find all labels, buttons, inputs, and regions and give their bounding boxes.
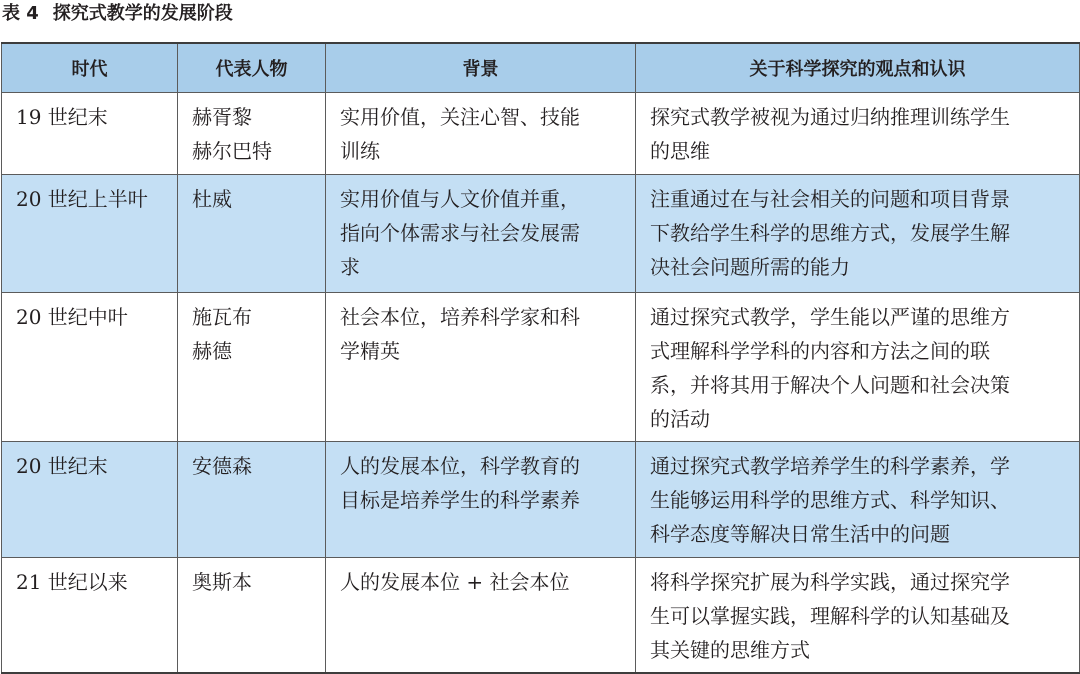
cell-representative bbox=[178, 442, 326, 558]
cell-background bbox=[326, 558, 636, 674]
cell-views bbox=[636, 175, 1080, 293]
table-row bbox=[2, 558, 1080, 674]
table-header-row bbox=[2, 43, 1080, 93]
text-line: 将科学探究扩展为科学实践，通过探究学 bbox=[650, 570, 1010, 594]
text-line: 其关键的思维方式 bbox=[650, 638, 810, 662]
cell-background bbox=[326, 93, 636, 175]
text-line: 人的发展本位，科学教育的 bbox=[340, 454, 580, 478]
text-line: 生能够运用科学的思维方式、科学知识、 bbox=[650, 488, 1010, 512]
text-line: 生可以掌握实践，理解科学的认知基础及 bbox=[650, 604, 1010, 628]
text-line: 的思维 bbox=[650, 139, 710, 163]
header-background: 背景 bbox=[326, 43, 636, 93]
text-line: 系，并将其用于解决个人问题和社会决策 bbox=[650, 373, 1010, 397]
text-line: 的活动 bbox=[650, 407, 710, 431]
cell-era: 20 世纪中叶 bbox=[2, 293, 178, 442]
person-name: 赫德 bbox=[192, 339, 232, 363]
cell-era: 20 世纪末 bbox=[2, 442, 178, 558]
cell-representative bbox=[178, 175, 326, 293]
cell-views bbox=[636, 558, 1080, 674]
text-line: 社会本位，培养科学家和科 bbox=[340, 305, 580, 329]
table-row bbox=[2, 175, 1080, 293]
text-line: 指向个体需求与社会发展需 bbox=[340, 221, 580, 245]
cell-views bbox=[636, 442, 1080, 558]
text-line: 通过探究式教学，学生能以严谨的思维方 bbox=[650, 305, 1010, 329]
table-title: 探究式教学的发展阶段 bbox=[52, 3, 233, 24]
text-line: 目标是培养学生的科学素养 bbox=[340, 488, 580, 512]
person-name: 安德森 bbox=[192, 454, 252, 478]
text-line: 实用价值与人文价值并重， bbox=[340, 187, 580, 211]
person-name: 杜威 bbox=[192, 187, 232, 211]
cell-views bbox=[636, 93, 1080, 175]
text-line: 下教给学生科学的思维方式，发展学生解 bbox=[650, 221, 1010, 245]
cell-views bbox=[636, 293, 1080, 442]
cell-background bbox=[326, 442, 636, 558]
cell-representative bbox=[178, 93, 326, 175]
cell-era: 21 世纪以来 bbox=[2, 558, 178, 674]
cell-background bbox=[326, 175, 636, 293]
cell-era: 20 世纪上半叶 bbox=[2, 175, 178, 293]
table-caption bbox=[2, 0, 233, 30]
inquiry-teaching-stages-table bbox=[1, 42, 1080, 674]
text-line: 实用价值，关注心智、技能 bbox=[340, 105, 580, 129]
person-name: 赫尔巴特 bbox=[192, 139, 272, 163]
header-era: 时代 bbox=[2, 43, 178, 93]
cell-representative bbox=[178, 293, 326, 442]
cell-background bbox=[326, 293, 636, 442]
table-number: 表 4 bbox=[2, 3, 39, 24]
text-line: 决社会问题所需的能力 bbox=[650, 255, 850, 279]
cell-era: 19 世纪末 bbox=[2, 93, 178, 175]
header-representative: 代表人物 bbox=[178, 43, 326, 93]
text-line: 通过探究式教学培养学生的科学素养，学 bbox=[650, 454, 1010, 478]
text-line: 科学态度等解决日常生活中的问题 bbox=[650, 522, 950, 546]
header-views: 关于科学探究的观点和认识 bbox=[636, 43, 1080, 93]
text-line: 式理解科学学科的内容和方法之间的联 bbox=[650, 339, 990, 363]
table-row bbox=[2, 442, 1080, 558]
cell-representative bbox=[178, 558, 326, 674]
table-row bbox=[2, 293, 1080, 442]
text-line: 探究式教学被视为通过归纳推理训练学生 bbox=[650, 105, 1010, 129]
person-name: 施瓦布 bbox=[192, 305, 252, 329]
person-name: 奥斯本 bbox=[192, 570, 252, 594]
text-line: 人的发展本位 + 社会本位 bbox=[340, 570, 570, 594]
table-row bbox=[2, 93, 1080, 175]
text-line: 求 bbox=[340, 255, 360, 279]
person-name: 赫胥黎 bbox=[192, 105, 252, 129]
text-line: 学精英 bbox=[340, 339, 400, 363]
text-line: 注重通过在与社会相关的问题和项目背景 bbox=[650, 187, 1010, 211]
text-line: 训练 bbox=[340, 139, 380, 163]
